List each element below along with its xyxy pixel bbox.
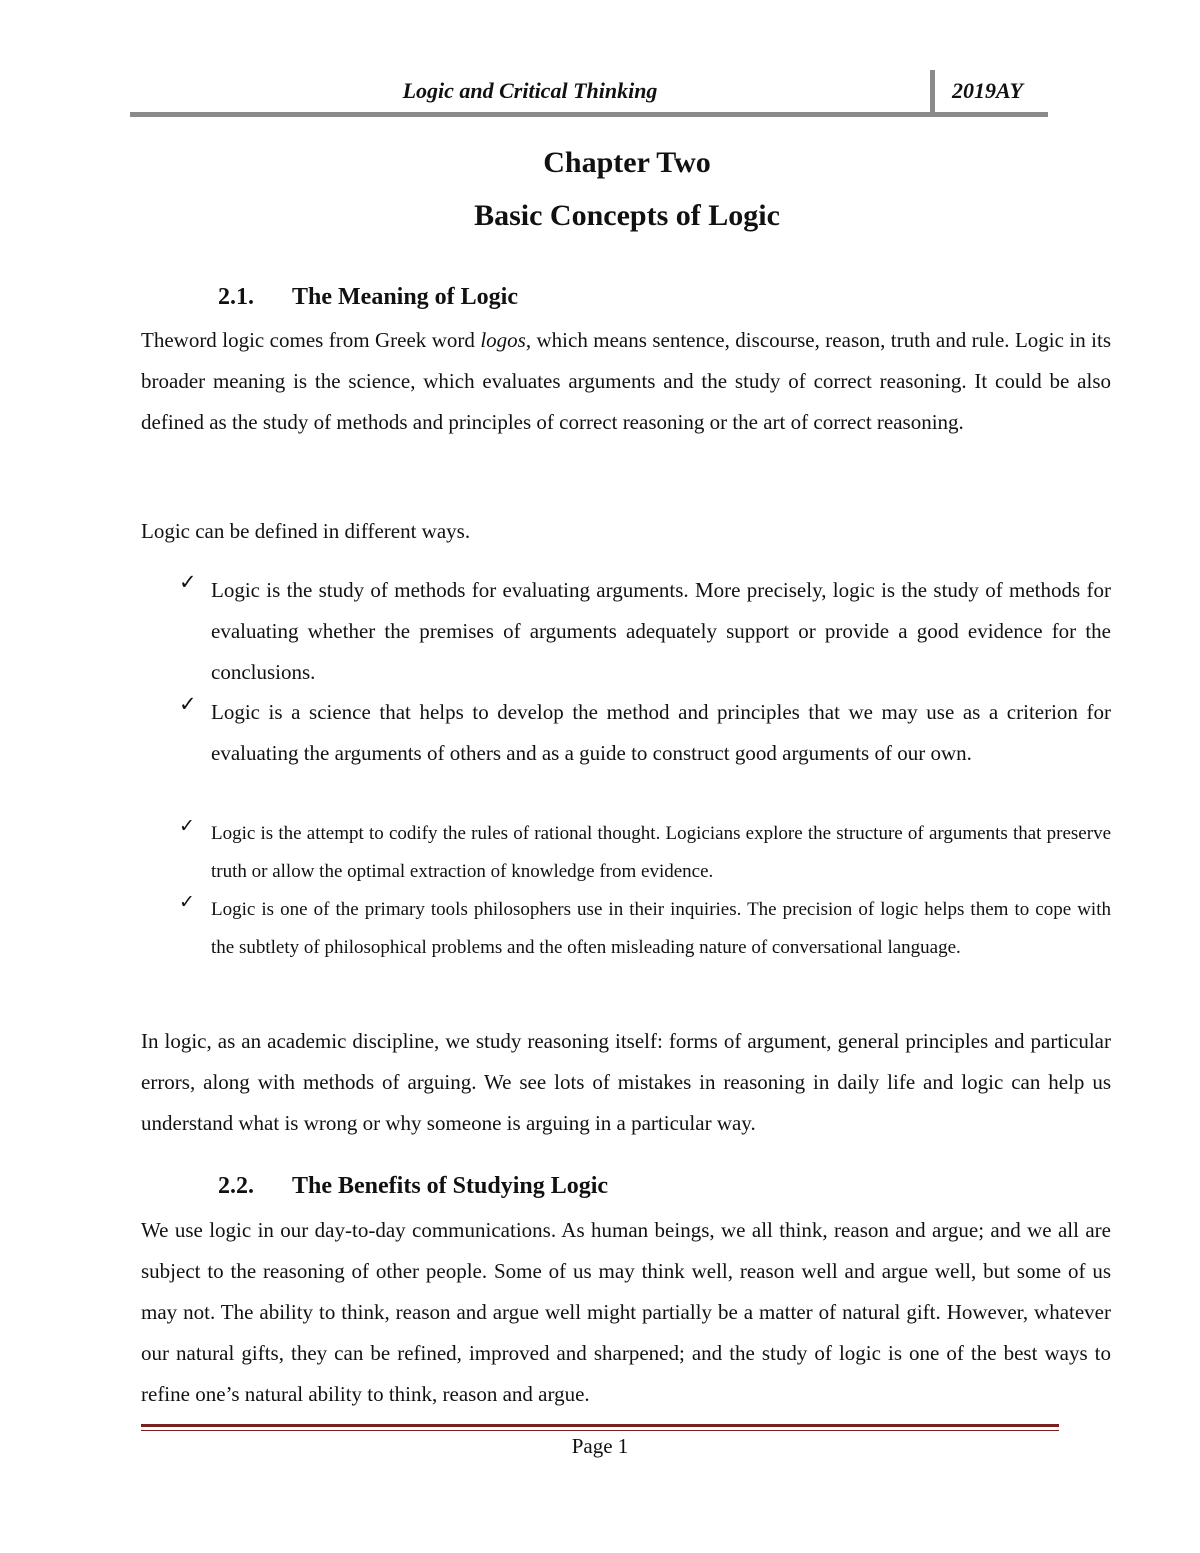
list-item-text: Logic is one of the primary tools philosophers use in their inquiries. The precision of logic helps them to cope with the subtlety of philosophical problems and the often misleading nature of conversational language.: [211, 899, 1111, 958]
checkmark-icon: ✓: [179, 692, 197, 716]
list-item: [179, 815, 1111, 891]
section-number: 2.1.: [218, 284, 254, 310]
checkmark-icon: ✓: [179, 815, 195, 837]
footer-rule: [141, 1424, 1059, 1427]
chapter-title: Basic Concepts of Logic: [474, 199, 780, 232]
list-item: [179, 570, 1111, 693]
paragraph-text: , which means sentence, discourse, reason, truth and rule. Logic in its broader meaning is the science, which evaluates arguments and the study of correct reasoning. It could be also defined as the study of methods and principles of correct reasoning or the art of correct reasoning.: [141, 328, 1111, 434]
header-separator: [930, 70, 935, 117]
list-item-text: Logic is the study of methods for evaluating arguments. More precisely, logic is the study of methods for evaluating whether the premises of arguments adequately support or provide a good evidence for the conclusions.: [211, 578, 1111, 684]
section-title: The Benefits of Studying Logic: [292, 1173, 609, 1199]
list-item: [179, 891, 1111, 967]
list-item: [179, 692, 1111, 774]
header-rule: [130, 112, 1048, 117]
section-heading-2-1: [218, 284, 518, 311]
page-number: Page 1: [571, 1434, 629, 1458]
chapter-number: Chapter Two: [543, 146, 711, 179]
list-item-text: Logic is the attempt to codify the rules of rational thought. Logicians explore the structure of arguments that preserve truth or allow the optimal extraction of knowledge from evidence.: [211, 823, 1111, 882]
section-title: The Meaning of Logic: [292, 284, 518, 310]
list-item-text: Logic is a science that helps to develop the method and principles that we may use as a criterion for evaluating the arguments of others and as a guide to construct good arguments of our own.: [211, 700, 1111, 765]
footer-rule-thin: [141, 1430, 1059, 1431]
paragraph-discipline: In logic, as an academic discipline, we study reasoning itself: forms of argument, general principles and particular errors, along with methods of arguing. We see lots of mistakes in reasoning in daily life and logic can help us understand what is wrong or why someone is arguing in a particular way.: [141, 1029, 1111, 1135]
italic-term: logos: [480, 328, 526, 352]
paragraph-benefits: We use logic in our day-to-day communications. As human beings, we all think, reason and argue; and we all are subject to the reasoning of other people. Some of us may think well, reason well and argue well, but some of us may not. The ability to think, reason and argue well might partially be a matter of natural gift. However, whatever our natural gifts, they can be refined, improved and sharpened; and the study of logic is one of the best ways to refine one’s natural ability to think, reason and argue.: [141, 1218, 1111, 1406]
checkmark-icon: ✓: [179, 570, 197, 594]
paragraph-intro: Logic can be defined in different ways.: [141, 519, 471, 543]
paragraph-text: Theword logic comes from Greek word: [141, 328, 481, 352]
section-heading-2-2: [218, 1173, 608, 1200]
section-number: 2.2.: [218, 1173, 254, 1199]
running-header-year: 2019AY: [952, 78, 1023, 103]
paragraph-meaning: [141, 320, 1111, 443]
checkmark-icon: ✓: [179, 891, 195, 913]
running-header-title: Logic and Critical Thinking: [402, 78, 658, 103]
